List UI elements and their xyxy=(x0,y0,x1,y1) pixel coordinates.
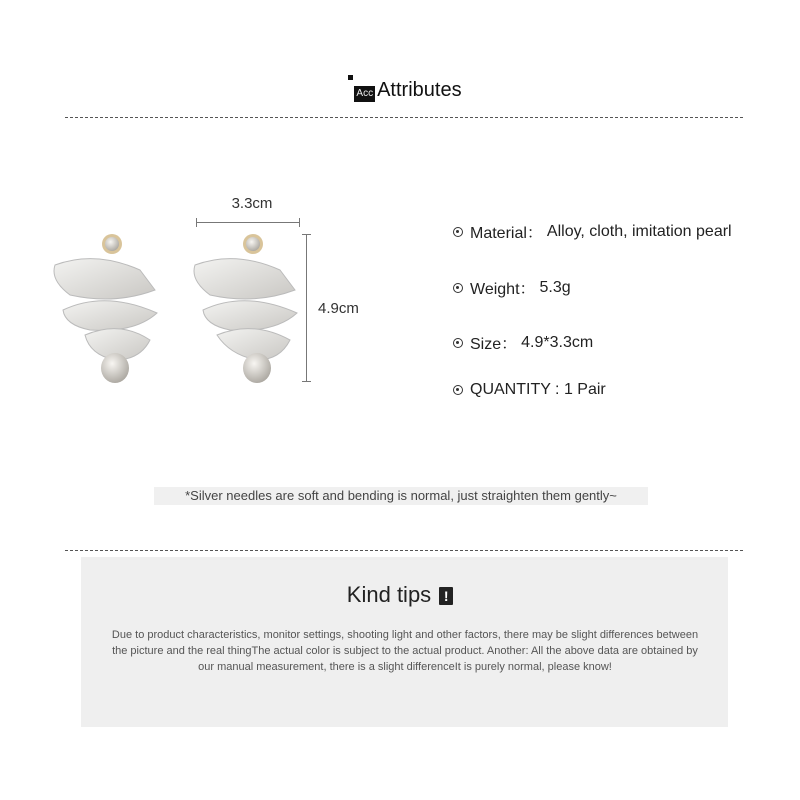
attribute-value: 5.3g xyxy=(539,278,571,296)
height-dimension-line xyxy=(306,234,307,382)
attribute-label: Size： xyxy=(470,336,518,353)
attribute-quantity xyxy=(453,381,606,399)
kind-tips-heading xyxy=(0,582,800,608)
needle-note: *Silver needles are soft and bending is normal, just straighten them gently~ xyxy=(154,487,648,505)
attribute-value: 4.9*3.3cm xyxy=(521,333,594,351)
acc-badge: Acc xyxy=(354,86,375,102)
dashed-divider-bottom xyxy=(65,550,743,551)
square-dot-icon xyxy=(348,75,353,80)
target-bullet-icon xyxy=(453,385,463,395)
target-bullet-icon xyxy=(453,283,463,293)
width-dimension-label: 3.3cm xyxy=(231,195,273,212)
attribute-label: Weight： xyxy=(470,281,536,298)
attribute-label: QUANTITY : 1 Pair xyxy=(470,381,606,398)
attribute-size xyxy=(453,331,593,354)
target-bullet-icon xyxy=(453,227,463,237)
target-bullet-icon xyxy=(453,338,463,348)
height-dimension-label: 4.9cm xyxy=(318,300,359,317)
exclamation-icon: ! xyxy=(439,587,453,605)
attribute-weight xyxy=(453,276,571,299)
attribute-value: Alloy, cloth, imitation pearl xyxy=(546,222,732,240)
kind-tips-title: Kind tips xyxy=(346,582,432,607)
earring-right xyxy=(194,234,297,383)
attribute-material xyxy=(453,220,732,243)
section-header xyxy=(0,78,800,102)
earrings-image xyxy=(45,225,315,395)
attribute-label: Material： xyxy=(470,225,543,242)
section-title xyxy=(354,78,461,102)
page-title: Attributes xyxy=(377,79,462,101)
width-dimension-line xyxy=(196,222,300,223)
earring-left xyxy=(54,234,157,383)
kind-tips-text: Due to product characteristics, monitor settings, shooting light and other factors, there may be slight differences between the picture and the real thingThe actual color is subject to the actual product. Another: All the above data are obtained by our manual measurement, there is a slight differenceIt is purely normal, please know! xyxy=(111,629,699,673)
dashed-divider-top xyxy=(65,117,743,118)
